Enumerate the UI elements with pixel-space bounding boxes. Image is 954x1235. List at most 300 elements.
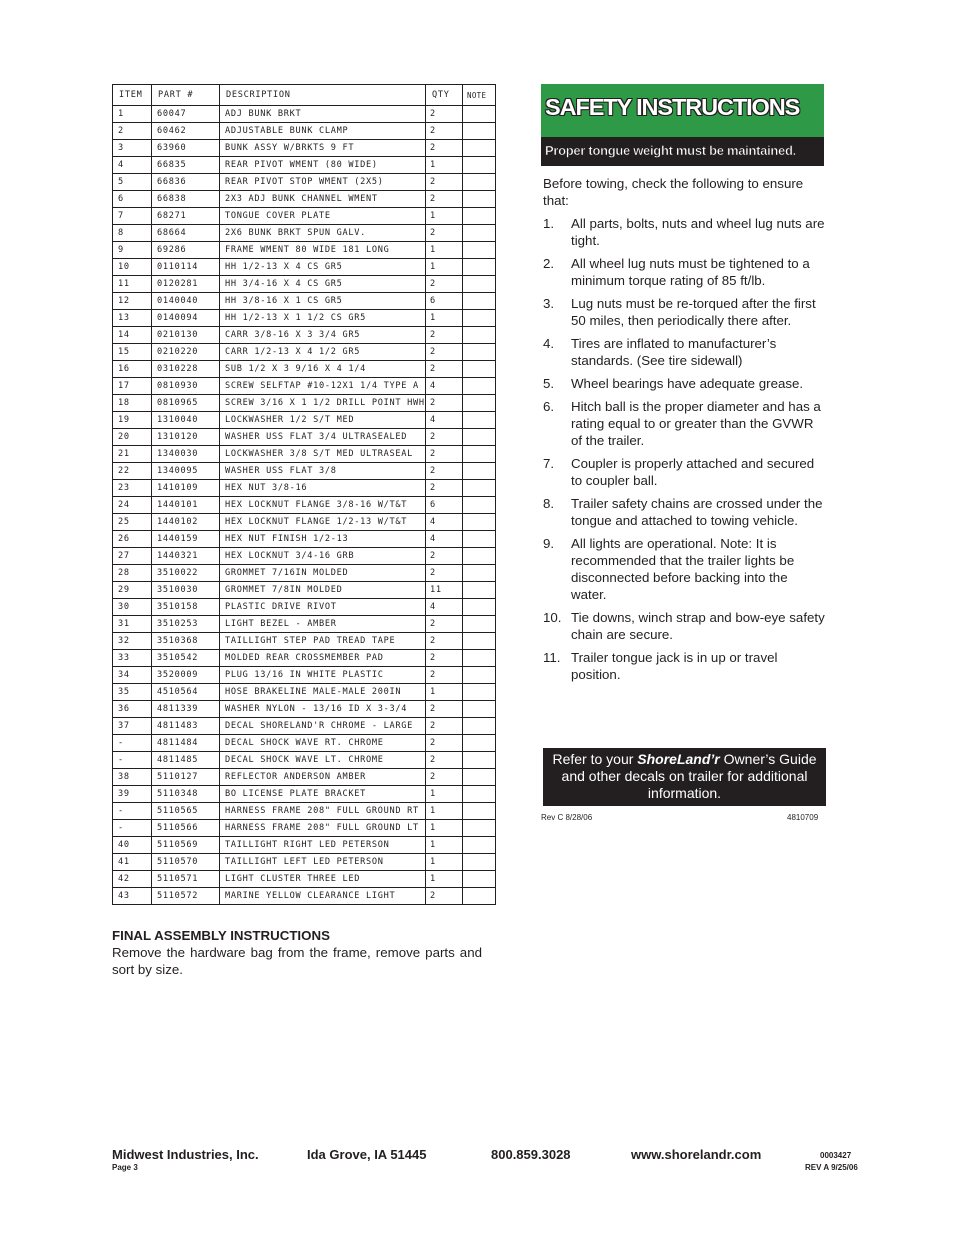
cell-note — [463, 310, 496, 327]
table-row — [113, 514, 496, 531]
cell-part: 5110569 — [152, 837, 220, 854]
list-item-number: 6. — [543, 399, 555, 414]
list-item — [543, 375, 826, 392]
cell-note — [463, 429, 496, 446]
cell-item: 3 — [113, 140, 152, 157]
table-row — [113, 446, 496, 463]
cell-note — [463, 531, 496, 548]
cell-note — [463, 701, 496, 718]
cell-item: 28 — [113, 565, 152, 582]
table-row — [113, 820, 496, 837]
cell-description: HH 3/8-16 X 1 CS GR5 — [220, 293, 426, 310]
cell-description: BO LICENSE PLATE BRACKET — [220, 786, 426, 803]
cell-qty: 1 — [426, 310, 463, 327]
safety-title-band — [541, 84, 824, 137]
cell-note — [463, 242, 496, 259]
cell-part: 0120281 — [152, 276, 220, 293]
table-row — [113, 650, 496, 667]
refer-box — [543, 748, 826, 806]
cell-part: 60047 — [152, 106, 220, 123]
cell-qty: 11 — [426, 582, 463, 599]
list-item — [543, 455, 826, 489]
parts-table-body — [113, 106, 496, 905]
cell-qty: 2 — [426, 106, 463, 123]
table-row — [113, 361, 496, 378]
cell-part: 1340095 — [152, 463, 220, 480]
list-item-number: 1. — [543, 216, 555, 231]
cell-note — [463, 378, 496, 395]
cell-note — [463, 344, 496, 361]
cell-description: HEX NUT FINISH 1/2-13 — [220, 531, 426, 548]
table-row — [113, 242, 496, 259]
cell-part: 1440159 — [152, 531, 220, 548]
cell-qty: 2 — [426, 344, 463, 361]
list-item — [543, 649, 826, 683]
cell-part: 69286 — [152, 242, 220, 259]
cell-part: 0140094 — [152, 310, 220, 327]
cell-qty: 4 — [426, 378, 463, 395]
cell-item: 12 — [113, 293, 152, 310]
cell-note — [463, 463, 496, 480]
cell-part: 5110348 — [152, 786, 220, 803]
cell-item: 31 — [113, 616, 152, 633]
cell-part: 3510158 — [152, 599, 220, 616]
cell-note — [463, 123, 496, 140]
table-row — [113, 599, 496, 616]
cell-item: 6 — [113, 191, 152, 208]
cell-description: 2X3 ADJ BUNK CHANNEL WMENT — [220, 191, 426, 208]
table-row — [113, 752, 496, 769]
cell-part: 0210130 — [152, 327, 220, 344]
list-item — [543, 398, 826, 449]
cell-item: 35 — [113, 684, 152, 701]
header-qty: QTY — [426, 85, 463, 106]
cell-item: - — [113, 752, 152, 769]
cell-item: 27 — [113, 548, 152, 565]
cell-description: GROMMET 7/16IN MOLDED — [220, 565, 426, 582]
cell-item: 24 — [113, 497, 152, 514]
cell-part: 0310228 — [152, 361, 220, 378]
cell-description: BUNK ASSY W/BRKTS 9 FT — [220, 140, 426, 157]
cell-item: 39 — [113, 786, 152, 803]
cell-description: REAR PIVOT STOP WMENT (2X5) — [220, 174, 426, 191]
list-item-text: Lug nuts must be re-torqued after the first 50 miles, then periodically there after. — [571, 296, 816, 328]
footer-company: Midwest Industries, Inc. — [112, 1147, 259, 1162]
cell-qty: 2 — [426, 769, 463, 786]
cell-note — [463, 480, 496, 497]
table-header-row — [113, 85, 496, 106]
cell-part: 3510030 — [152, 582, 220, 599]
cell-part: 68271 — [152, 208, 220, 225]
list-item-text: Trailer safety chains are crossed under the tongue and attached to towing vehicle. — [571, 496, 823, 528]
cell-qty: 2 — [426, 123, 463, 140]
cell-part: 63960 — [152, 140, 220, 157]
cell-note — [463, 327, 496, 344]
table-row — [113, 888, 496, 905]
cell-part: 3510368 — [152, 633, 220, 650]
cell-item: 11 — [113, 276, 152, 293]
cell-part: 0210220 — [152, 344, 220, 361]
header-description: DESCRIPTION — [220, 85, 426, 106]
cell-note — [463, 650, 496, 667]
cell-part: 4811483 — [152, 718, 220, 735]
list-item-text: Tires are inflated to manufacturer’s standards. (See tire sidewall) — [571, 336, 777, 368]
cell-item: 7 — [113, 208, 152, 225]
cell-note — [463, 446, 496, 463]
table-row — [113, 157, 496, 174]
table-row — [113, 701, 496, 718]
cell-description: ADJ BUNK BRKT — [220, 106, 426, 123]
list-item-text: Wheel bearings have adequate grease. — [571, 376, 804, 391]
cell-note — [463, 208, 496, 225]
table-row — [113, 837, 496, 854]
footer-city: Ida Grove, IA 51445 — [307, 1147, 427, 1162]
cell-description: HOSE BRAKELINE MALE-MALE 200IN — [220, 684, 426, 701]
footer-page: Page 3 — [112, 1163, 138, 1172]
list-item-text: Tie downs, winch strap and bow-eye safety chain are secure. — [571, 610, 825, 642]
cell-qty: 1 — [426, 786, 463, 803]
cell-description: CARR 1/2-13 X 4 1/2 GR5 — [220, 344, 426, 361]
cell-part: 4811339 — [152, 701, 220, 718]
cell-item: 15 — [113, 344, 152, 361]
cell-part: 5110570 — [152, 854, 220, 871]
cell-part: 4510564 — [152, 684, 220, 701]
cell-item: 34 — [113, 667, 152, 684]
cell-part: 1440101 — [152, 497, 220, 514]
list-item-number: 10. — [543, 610, 562, 625]
list-item-number: 7. — [543, 456, 555, 471]
list-item — [543, 495, 826, 529]
table-row — [113, 497, 496, 514]
cell-part: 68664 — [152, 225, 220, 242]
cell-note — [463, 684, 496, 701]
cell-part: 3510542 — [152, 650, 220, 667]
list-item-text: Hitch ball is the proper diameter and has a rating equal to or greater than the GVWR of the trailer. — [571, 399, 821, 448]
table-row — [113, 293, 496, 310]
table-row — [113, 582, 496, 599]
cell-qty: 2 — [426, 174, 463, 191]
cell-item: 30 — [113, 599, 152, 616]
cell-description: HH 1/2-13 X 1 1/2 CS GR5 — [220, 310, 426, 327]
cell-description: ADJUSTABLE BUNK CLAMP — [220, 123, 426, 140]
cell-qty: 2 — [426, 327, 463, 344]
table-row — [113, 548, 496, 565]
table-row — [113, 463, 496, 480]
cell-part: 0110114 — [152, 259, 220, 276]
cell-item: 20 — [113, 429, 152, 446]
list-item-number: 4. — [543, 336, 555, 351]
cell-qty: 1 — [426, 820, 463, 837]
table-row — [113, 395, 496, 412]
cell-item: - — [113, 735, 152, 752]
cell-item: 37 — [113, 718, 152, 735]
cell-note — [463, 548, 496, 565]
cell-description: HEX LOCKNUT 3/4-16 GRB — [220, 548, 426, 565]
cell-description: PLASTIC DRIVE RIVOT — [220, 599, 426, 616]
cell-note — [463, 140, 496, 157]
cell-note — [463, 412, 496, 429]
cell-qty: 1 — [426, 259, 463, 276]
cell-note — [463, 259, 496, 276]
final-assembly-section — [112, 928, 482, 978]
cell-note — [463, 820, 496, 837]
table-row — [113, 871, 496, 888]
cell-note — [463, 803, 496, 820]
cell-part: 60462 — [152, 123, 220, 140]
cell-item: 26 — [113, 531, 152, 548]
cell-item: 21 — [113, 446, 152, 463]
cell-qty: 2 — [426, 191, 463, 208]
cell-qty: 2 — [426, 718, 463, 735]
cell-note — [463, 718, 496, 735]
cell-item: 33 — [113, 650, 152, 667]
cell-qty: 2 — [426, 735, 463, 752]
list-item — [543, 609, 826, 643]
cell-description: DECAL SHORELAND'R CHROME - LARGE — [220, 718, 426, 735]
table-row — [113, 803, 496, 820]
cell-qty: 6 — [426, 497, 463, 514]
safety-subtitle: Proper tongue weight must be maintained. — [545, 143, 796, 158]
cell-description: LOCKWASHER 3/8 S/T MED ULTRASEAL — [220, 446, 426, 463]
table-row — [113, 531, 496, 548]
safety-title: SAFETY INSTRUCTIONS — [545, 94, 800, 120]
list-item-number: 2. — [543, 256, 555, 271]
cell-description: WASHER USS FLAT 3/8 — [220, 463, 426, 480]
table-row — [113, 718, 496, 735]
cell-item: 13 — [113, 310, 152, 327]
parts-table — [112, 84, 496, 905]
cell-qty: 2 — [426, 633, 463, 650]
cell-part: 0810930 — [152, 378, 220, 395]
table-row — [113, 225, 496, 242]
table-row — [113, 310, 496, 327]
cell-description: MOLDED REAR CROSSMEMBER PAD — [220, 650, 426, 667]
cell-description: SCREW SELFTAP #10-12X1 1/4 TYPE A — [220, 378, 426, 395]
cell-qty: 1 — [426, 157, 463, 174]
cell-part: 3520009 — [152, 667, 220, 684]
cell-description: TAILLIGHT LEFT LED PETERSON — [220, 854, 426, 871]
cell-part: 66836 — [152, 174, 220, 191]
table-row — [113, 106, 496, 123]
cell-description: WASHER USS FLAT 3/4 ULTRASEALED — [220, 429, 426, 446]
cell-description: SCREW 3/16 X 1 1/2 DRILL POINT HWH — [220, 395, 426, 412]
cell-qty: 4 — [426, 531, 463, 548]
safety-header — [541, 84, 824, 166]
table-row — [113, 412, 496, 429]
cell-qty: 2 — [426, 480, 463, 497]
cell-item: - — [113, 803, 152, 820]
cell-description: SUB 1/2 X 3 9/16 X 4 1/4 — [220, 361, 426, 378]
cell-note — [463, 735, 496, 752]
list-item-text: Trailer tongue jack is in up or travel position. — [571, 650, 778, 682]
cell-item: 1 — [113, 106, 152, 123]
cell-part: 66835 — [152, 157, 220, 174]
refer-suffix: Owner’s Guide and other decals on trailer for additional information. — [561, 751, 817, 801]
cell-note — [463, 293, 496, 310]
safety-intro: Before towing, check the following to ensure that: — [543, 176, 804, 208]
cell-description: LIGHT CLUSTER THREE LED — [220, 871, 426, 888]
cell-part: 4811485 — [152, 752, 220, 769]
cell-part: 1310040 — [152, 412, 220, 429]
table-row — [113, 480, 496, 497]
cell-description: LOCKWASHER 1/2 S/T MED — [220, 412, 426, 429]
table-row — [113, 123, 496, 140]
cell-note — [463, 769, 496, 786]
cell-item: 29 — [113, 582, 152, 599]
cell-note — [463, 497, 496, 514]
table-row — [113, 429, 496, 446]
cell-note — [463, 752, 496, 769]
cell-description: FRAME WMENT 80 WIDE 181 LONG — [220, 242, 426, 259]
safety-checklist — [543, 215, 826, 689]
cell-item: 9 — [113, 242, 152, 259]
footer-phone: 800.859.3028 — [491, 1147, 571, 1162]
cell-note — [463, 276, 496, 293]
cell-qty: 4 — [426, 599, 463, 616]
cell-item: 32 — [113, 633, 152, 650]
list-item-number: 5. — [543, 376, 555, 391]
cell-qty: 2 — [426, 429, 463, 446]
refer-brand: ShoreLand’r — [637, 751, 720, 767]
safety-doc-number: 4810709 — [787, 813, 819, 822]
cell-description: HH 1/2-13 X 4 CS GR5 — [220, 259, 426, 276]
cell-qty: 2 — [426, 701, 463, 718]
cell-qty: 2 — [426, 565, 463, 582]
cell-note — [463, 854, 496, 871]
list-item-number: 8. — [543, 496, 555, 511]
table-row — [113, 786, 496, 803]
cell-part: 1440102 — [152, 514, 220, 531]
cell-qty: 1 — [426, 242, 463, 259]
cell-qty: 2 — [426, 616, 463, 633]
cell-qty: 2 — [426, 140, 463, 157]
cell-part: 66838 — [152, 191, 220, 208]
cell-note — [463, 395, 496, 412]
list-item-number: 11. — [543, 650, 561, 665]
cell-description: HH 3/4-16 X 4 CS GR5 — [220, 276, 426, 293]
cell-item: 22 — [113, 463, 152, 480]
cell-qty: 2 — [426, 446, 463, 463]
cell-qty: 2 — [426, 548, 463, 565]
cell-description: REAR PIVOT WMENT (80 WIDE) — [220, 157, 426, 174]
final-assembly-title: FINAL ASSEMBLY INSTRUCTIONS — [112, 928, 330, 943]
header-item: ITEM — [113, 85, 152, 106]
cell-note — [463, 616, 496, 633]
cell-item: 17 — [113, 378, 152, 395]
cell-part: 4811484 — [152, 735, 220, 752]
table-row — [113, 684, 496, 701]
cell-qty: 2 — [426, 888, 463, 905]
cell-part: 5110565 — [152, 803, 220, 820]
cell-note — [463, 225, 496, 242]
footer-rev: REV A 9/25/06 — [805, 1163, 858, 1172]
table-row — [113, 854, 496, 871]
safety-revision: Rev C 8/28/06 — [541, 813, 593, 822]
cell-description: HEX LOCKNUT FLANGE 1/2-13 W/T&T — [220, 514, 426, 531]
header-part: PART # — [152, 85, 220, 106]
cell-qty: 1 — [426, 854, 463, 871]
cell-description: TAILLIGHT STEP PAD TREAD TAPE — [220, 633, 426, 650]
cell-part: 5110572 — [152, 888, 220, 905]
cell-note — [463, 582, 496, 599]
cell-note — [463, 106, 496, 123]
table-row — [113, 616, 496, 633]
cell-item: 23 — [113, 480, 152, 497]
cell-part: 5110566 — [152, 820, 220, 837]
cell-note — [463, 599, 496, 616]
cell-item: 19 — [113, 412, 152, 429]
cell-item: 18 — [113, 395, 152, 412]
list-item — [543, 335, 826, 369]
cell-qty: 2 — [426, 225, 463, 242]
list-item-text: All wheel lug nuts must be tightened to a minimum torque rating of 85 ft/lb. — [571, 256, 810, 288]
list-item-number: 9. — [543, 536, 555, 551]
table-row — [113, 344, 496, 361]
table-row — [113, 769, 496, 786]
cell-part: 3510253 — [152, 616, 220, 633]
cell-note — [463, 633, 496, 650]
cell-description: LIGHT BEZEL - AMBER — [220, 616, 426, 633]
cell-part: 1410109 — [152, 480, 220, 497]
cell-item: 14 — [113, 327, 152, 344]
table-row — [113, 208, 496, 225]
cell-part: 1440321 — [152, 548, 220, 565]
cell-item: 8 — [113, 225, 152, 242]
cell-description: PLUG 13/16 IN WHITE PLASTIC — [220, 667, 426, 684]
cell-note — [463, 514, 496, 531]
cell-part: 1310120 — [152, 429, 220, 446]
cell-description: MARINE YELLOW CLEARANCE LIGHT — [220, 888, 426, 905]
cell-description: HEX NUT 3/8-16 — [220, 480, 426, 497]
list-item-text: Coupler is properly attached and secured to coupler ball. — [571, 456, 815, 488]
cell-qty: 1 — [426, 871, 463, 888]
cell-note — [463, 361, 496, 378]
cell-item: 38 — [113, 769, 152, 786]
cell-item: 16 — [113, 361, 152, 378]
table-row — [113, 667, 496, 684]
cell-item: 42 — [113, 871, 152, 888]
cell-qty: 2 — [426, 361, 463, 378]
cell-qty: 2 — [426, 667, 463, 684]
header-note: NOTE — [463, 85, 496, 106]
final-assembly-body: Remove the hardware bag from the frame, remove parts and sort by size. — [112, 945, 482, 977]
cell-qty: 1 — [426, 684, 463, 701]
cell-item: 43 — [113, 888, 152, 905]
cell-qty: 2 — [426, 650, 463, 667]
list-item — [543, 215, 826, 249]
list-item-number: 3. — [543, 296, 555, 311]
cell-qty: 2 — [426, 463, 463, 480]
list-item — [543, 255, 826, 289]
list-item — [543, 295, 826, 329]
cell-item: 10 — [113, 259, 152, 276]
footer-code: 0003427 — [820, 1151, 852, 1160]
cell-part: 5110127 — [152, 769, 220, 786]
cell-item: 5 — [113, 174, 152, 191]
list-item-text: All parts, bolts, nuts and wheel lug nuts are tight. — [571, 216, 825, 248]
cell-description: GROMMET 7/8IN MOLDED — [220, 582, 426, 599]
cell-note — [463, 871, 496, 888]
table-row — [113, 174, 496, 191]
cell-note — [463, 888, 496, 905]
table-row — [113, 735, 496, 752]
table-row — [113, 191, 496, 208]
cell-part: 0810965 — [152, 395, 220, 412]
cell-item: 2 — [113, 123, 152, 140]
list-item-text: All lights are operational. Note: It is recommended that the trailer lights be disconnected before backing into the water. — [571, 536, 795, 602]
cell-item: 25 — [113, 514, 152, 531]
cell-note — [463, 565, 496, 582]
